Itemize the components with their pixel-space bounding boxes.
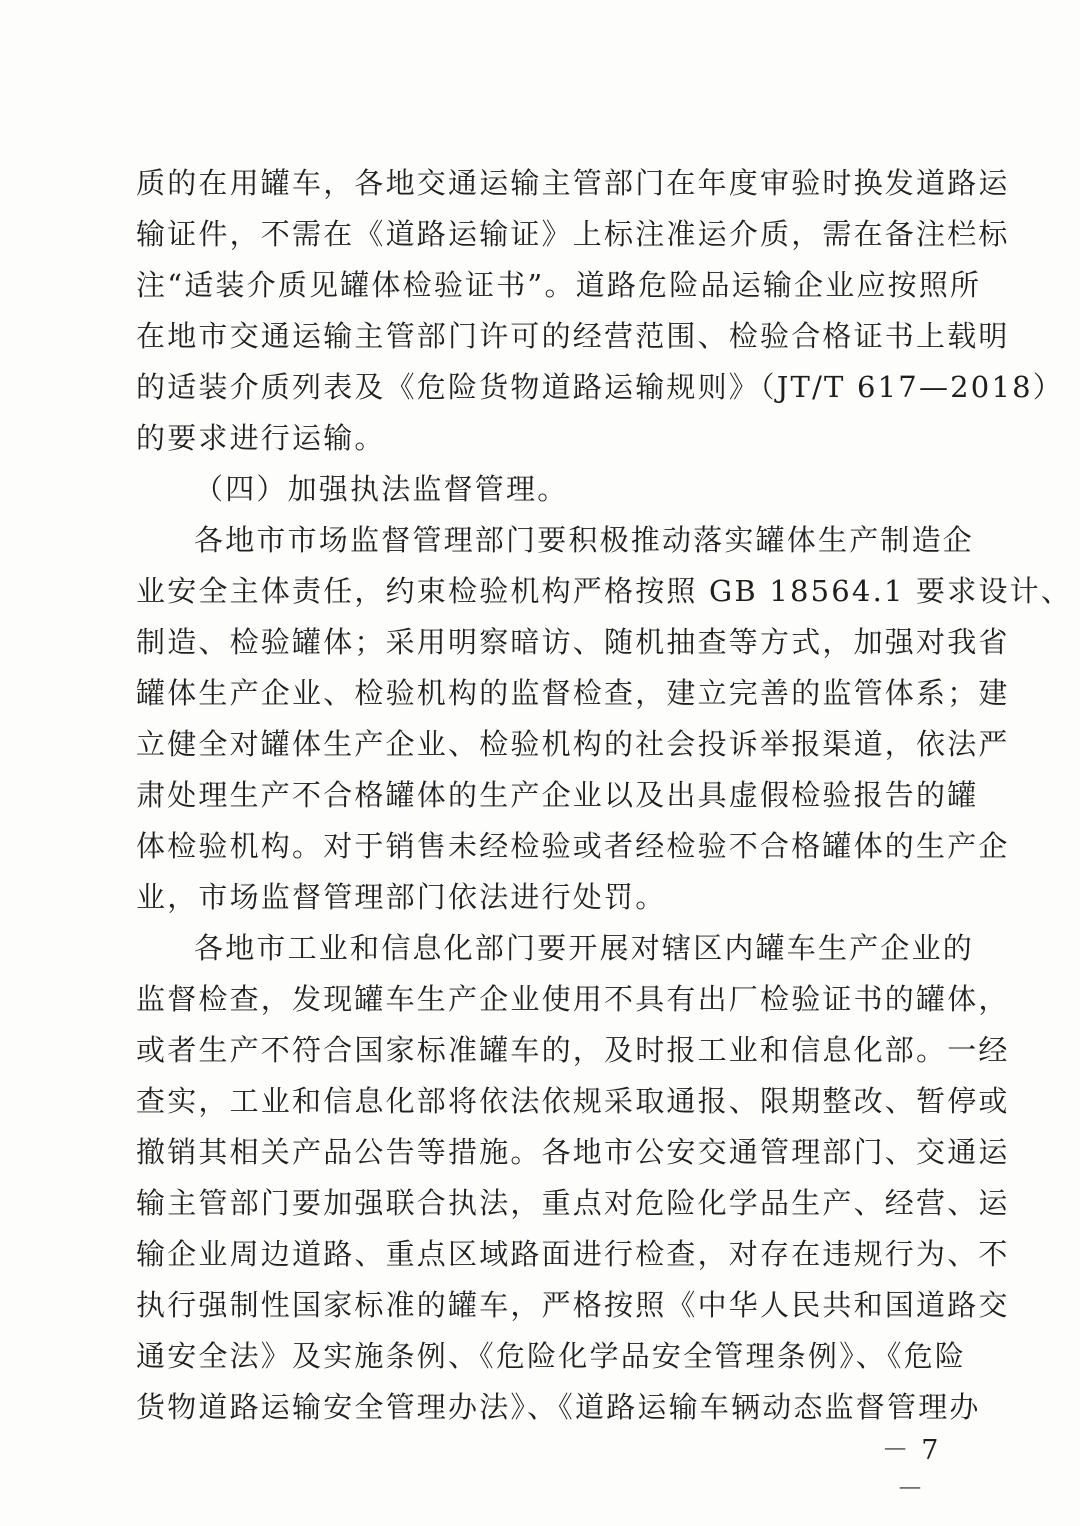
text-line: 在地市交通运输主管部门许可的经营范围、检验合格证书上载明 [136,319,1010,353]
text-line: 制造、检验罐体；采用明察暗访、随机抽查等方式，加强对我省 [136,625,1010,659]
text-line: 执行强制性国家标准的罐车，严格按照《中华人民共和国道路交 [136,1288,1010,1322]
text-line: 查实，工业和信息化部将依法依规采取通报、限期整改、暂停或 [136,1084,1010,1118]
text-line: 输证件，不需在《道路运输证》上标注准运介质，需在备注栏标 [136,217,1010,251]
text-line: 货物道路运输安全管理办法》、《道路运输车辆动态监督管理办 [136,1390,981,1424]
text-line: 质的在用罐车，各地交通运输主管部门在年度审验时换发道路运 [136,166,1010,200]
text-line: 注“适装介质见罐体检验证书”。道路危险品运输企业应按照所 [136,268,982,302]
text-line: 的适装介质列表及《危险货物道路运输规则》（JT/T 617—2018） [136,370,1064,404]
text-line: 通安全法》及实施条例、《危险化学品安全管理条例》、《危险 [136,1339,967,1373]
text-line: 撤销其相关产品公告等措施。各地市公安交通管理部门、交通运 [136,1135,1010,1169]
text-line: 输企业周边道路、重点区域路面进行检查，对存在违规行为、不 [136,1237,1010,1271]
text-line: 各地市工业和信息化部门要开展对辖区内罐车生产企业的 [194,931,975,965]
text-line: 的要求进行运输。 [136,421,386,455]
text-line: 业，市场监督管理部门依法进行处罚。 [136,880,667,914]
text-line: 各地市市场监督管理部门要积极推动落实罐体生产制造企 [194,523,975,557]
text-line: 业安全主体责任，约束检验机构严格按照 GB 18564.1 要求设计、 [136,574,1073,608]
page-number: － 7 － [881,1435,941,1505]
document-body [136,158,1073,1433]
section-heading: （四）加强执法监督管理。 [194,472,569,506]
text-line: 立健全对罐体生产企业、检验机构的社会投诉举报渠道，依法严 [136,727,1010,761]
text-line: 监督检查，发现罐车生产企业使用不具有出厂检验证书的罐体， [136,982,1010,1016]
text-line: 肃处理生产不合格罐体的生产企业以及出具虚假检验报告的罐 [136,778,979,812]
text-line: 输主管部门要加强联合执法，重点对危险化学品生产、经营、运 [136,1186,1010,1220]
text-line: 或者生产不符合国家标准罐车的，及时报工业和信息化部。一经 [136,1033,1010,1067]
text-line: 罐体生产企业、检验机构的监督检查，建立完善的监管体系；建 [136,676,1010,710]
text-line: 体检验机构。对于销售未经检验或者经检验不合格罐体的生产企 [136,829,1010,863]
